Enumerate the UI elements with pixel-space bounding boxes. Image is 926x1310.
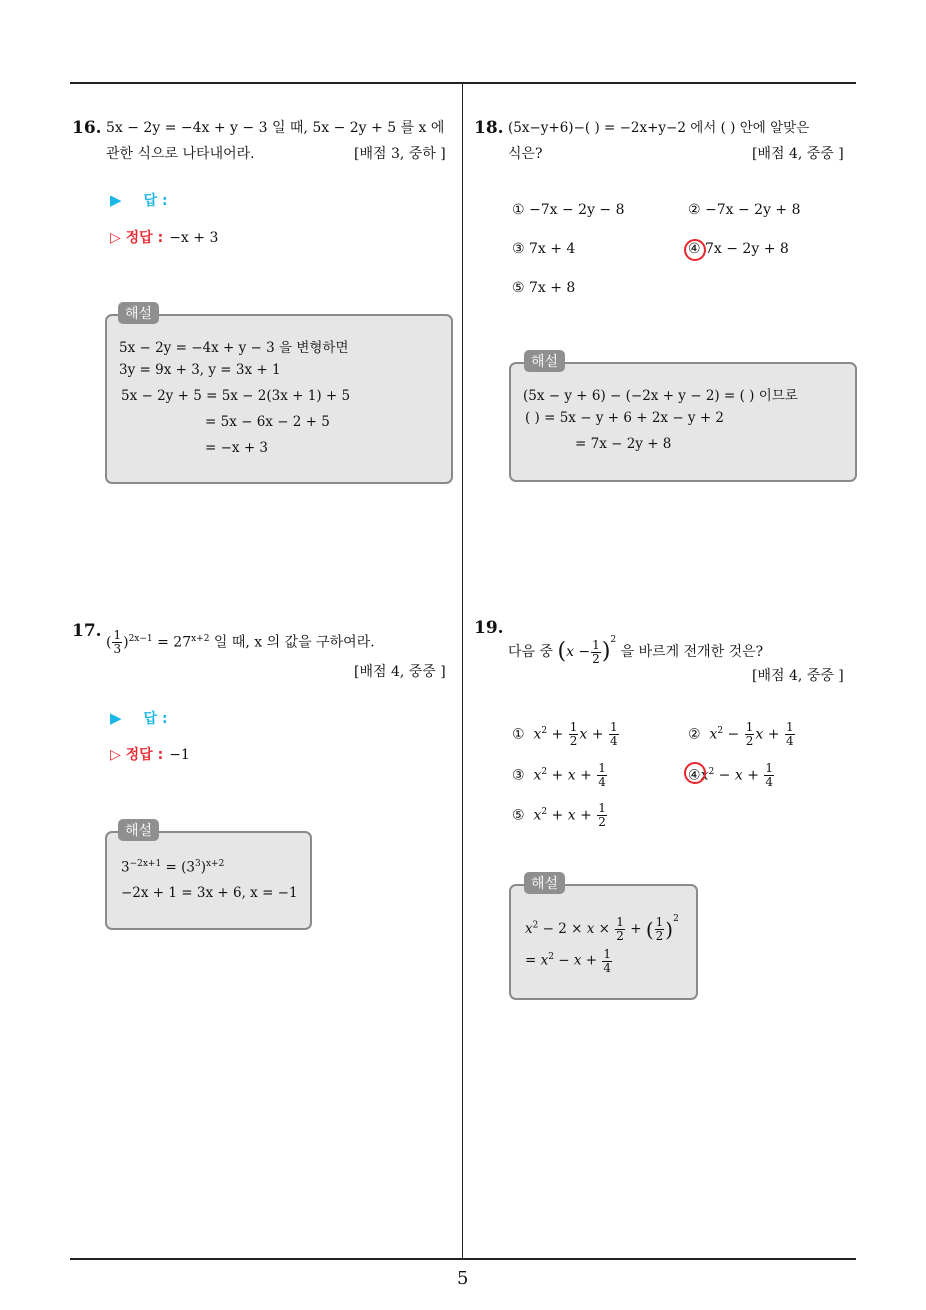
page-number: 5	[457, 1268, 469, 1289]
question-19-option-5[interactable]: ⑤ $x^2 + x$ + $\frac{1}{2}$	[512, 801, 606, 830]
explanation-line: 5x − 2y + 5 = 5x − 2(3x + 1) + 5	[121, 388, 351, 404]
question-19-number: 19.	[474, 618, 504, 638]
explanation-line: 3y = 9x + 3, y = 3x + 1	[119, 362, 281, 378]
question-18-points: [배점 4, 중중 ]	[752, 146, 844, 162]
question-18-explanation-box	[509, 362, 857, 482]
question-16-line2: 관한 식으로 나타내어라.	[106, 146, 255, 162]
question-18-option-3[interactable]: ③ 7x + 4	[512, 241, 576, 257]
explanation-line: $x^2 - 2 \times x$ × $\frac{1}{2}$ + ( $\frac{1}{2}$ )$^2$	[525, 914, 679, 943]
bottom-rule	[70, 1258, 856, 1260]
center-divider	[462, 83, 463, 1259]
question-18-option-2[interactable]: ② −7x − 2y + 8	[688, 202, 801, 218]
explanation-line: = $x^2 - x$ + $\frac{1}{4}$	[525, 946, 612, 975]
question-17-text: ( $\frac{1}{3}$ )$^{2x-1} = 27^{x+2}$ 일 때, x 의 값을 구하여라.	[106, 628, 375, 657]
question-16-explanation-box	[105, 314, 453, 484]
question-19-points: [배점 4, 중중 ]	[752, 668, 844, 684]
explanation-line: = 5x − 6x − 2 + 5	[205, 414, 330, 430]
outline-triangle-icon: ▷	[110, 747, 121, 763]
question-17-explanation-box	[105, 831, 312, 930]
explanation-line: −2x + 1 = 3x + 6, x = −1	[121, 885, 298, 901]
question-18-line2: 식은?	[508, 146, 543, 162]
question-19-option-3[interactable]: ③ $x^2 + x$ + $\frac{1}{4}$	[512, 761, 606, 790]
question-17-number: 17.	[72, 621, 102, 641]
question-19-option-1[interactable]: ① $x^2$ + $\frac{1}{2}$ x + $\frac{1}{4}$	[512, 720, 618, 749]
question-16-answer: ▶ 답 :	[110, 191, 168, 209]
question-18-line1: (5x−y+6)−( ) = −2x+y−2 에서 ( ) 안에 알맞은	[508, 120, 810, 136]
question-19-option-4[interactable]: $④x^2 - x$ + $\frac{1}{4}$	[688, 761, 774, 790]
question-18-number: 18.	[474, 118, 504, 138]
explanation-line: = −x + 3	[205, 440, 269, 456]
explanation-line: ( ) = 5x − y + 6 + 2x − y + 2	[525, 410, 725, 426]
question-16-points: [배점 3, 중하 ]	[354, 146, 446, 162]
explanation-line: $3^{-2x+1} = (3^3)^{x+2}$	[121, 859, 225, 876]
fraction-one-third: $\frac{1}{3}$	[113, 628, 122, 657]
question-18-option-1[interactable]: ① −7x − 2y − 8	[512, 202, 625, 218]
play-icon: ▶	[110, 191, 122, 209]
explanation-line: 5x − 2y = −4x + y − 3 을 변형하면	[119, 340, 349, 356]
question-19-explanation-tag: 해설	[524, 872, 565, 894]
question-19-selected-mark	[684, 762, 706, 784]
question-17-explanation-tag: 해설	[118, 819, 159, 841]
question-18-option-4[interactable]: ④ 7x − 2y + 8	[688, 241, 789, 257]
question-17-correct: ▷ 정답 : −1	[110, 747, 190, 763]
question-19-option-2[interactable]: ② $x^2$ − $\frac{1}{2}$ x + $\frac{1}{4}$	[688, 720, 794, 749]
question-16-line1: 5x − 2y = −4x + y − 3 일 때, 5x − 2y + 5 를 x 에	[106, 120, 445, 136]
question-17-points: [배점 4, 중중 ]	[354, 664, 446, 680]
play-icon: ▶	[110, 709, 122, 727]
question-18-explanation-tag: 해설	[524, 350, 565, 372]
question-18-selected-mark	[684, 239, 706, 261]
question-19-explanation-box	[509, 884, 698, 1000]
question-16-explanation-tag: 해설	[118, 302, 159, 324]
explanation-line: (5x − y + 6) − (−2x + y − 2) = ( ) 이므로	[523, 388, 798, 404]
question-17-answer: ▶ 답 :	[110, 709, 168, 727]
question-16-correct: ▷ 정답 : −x + 3	[110, 230, 219, 246]
outline-triangle-icon: ▷	[110, 230, 121, 246]
question-16-number: 16.	[72, 118, 102, 138]
question-19-text: 다음 중 (x − $\frac{1}{2}$ )$^2$ 을 바르게 전개한 것은?	[508, 635, 764, 666]
explanation-line: = 7x − 2y + 8	[575, 436, 672, 452]
top-rule	[70, 82, 856, 84]
question-18-option-5[interactable]: ⑤ 7x + 8	[512, 280, 576, 296]
